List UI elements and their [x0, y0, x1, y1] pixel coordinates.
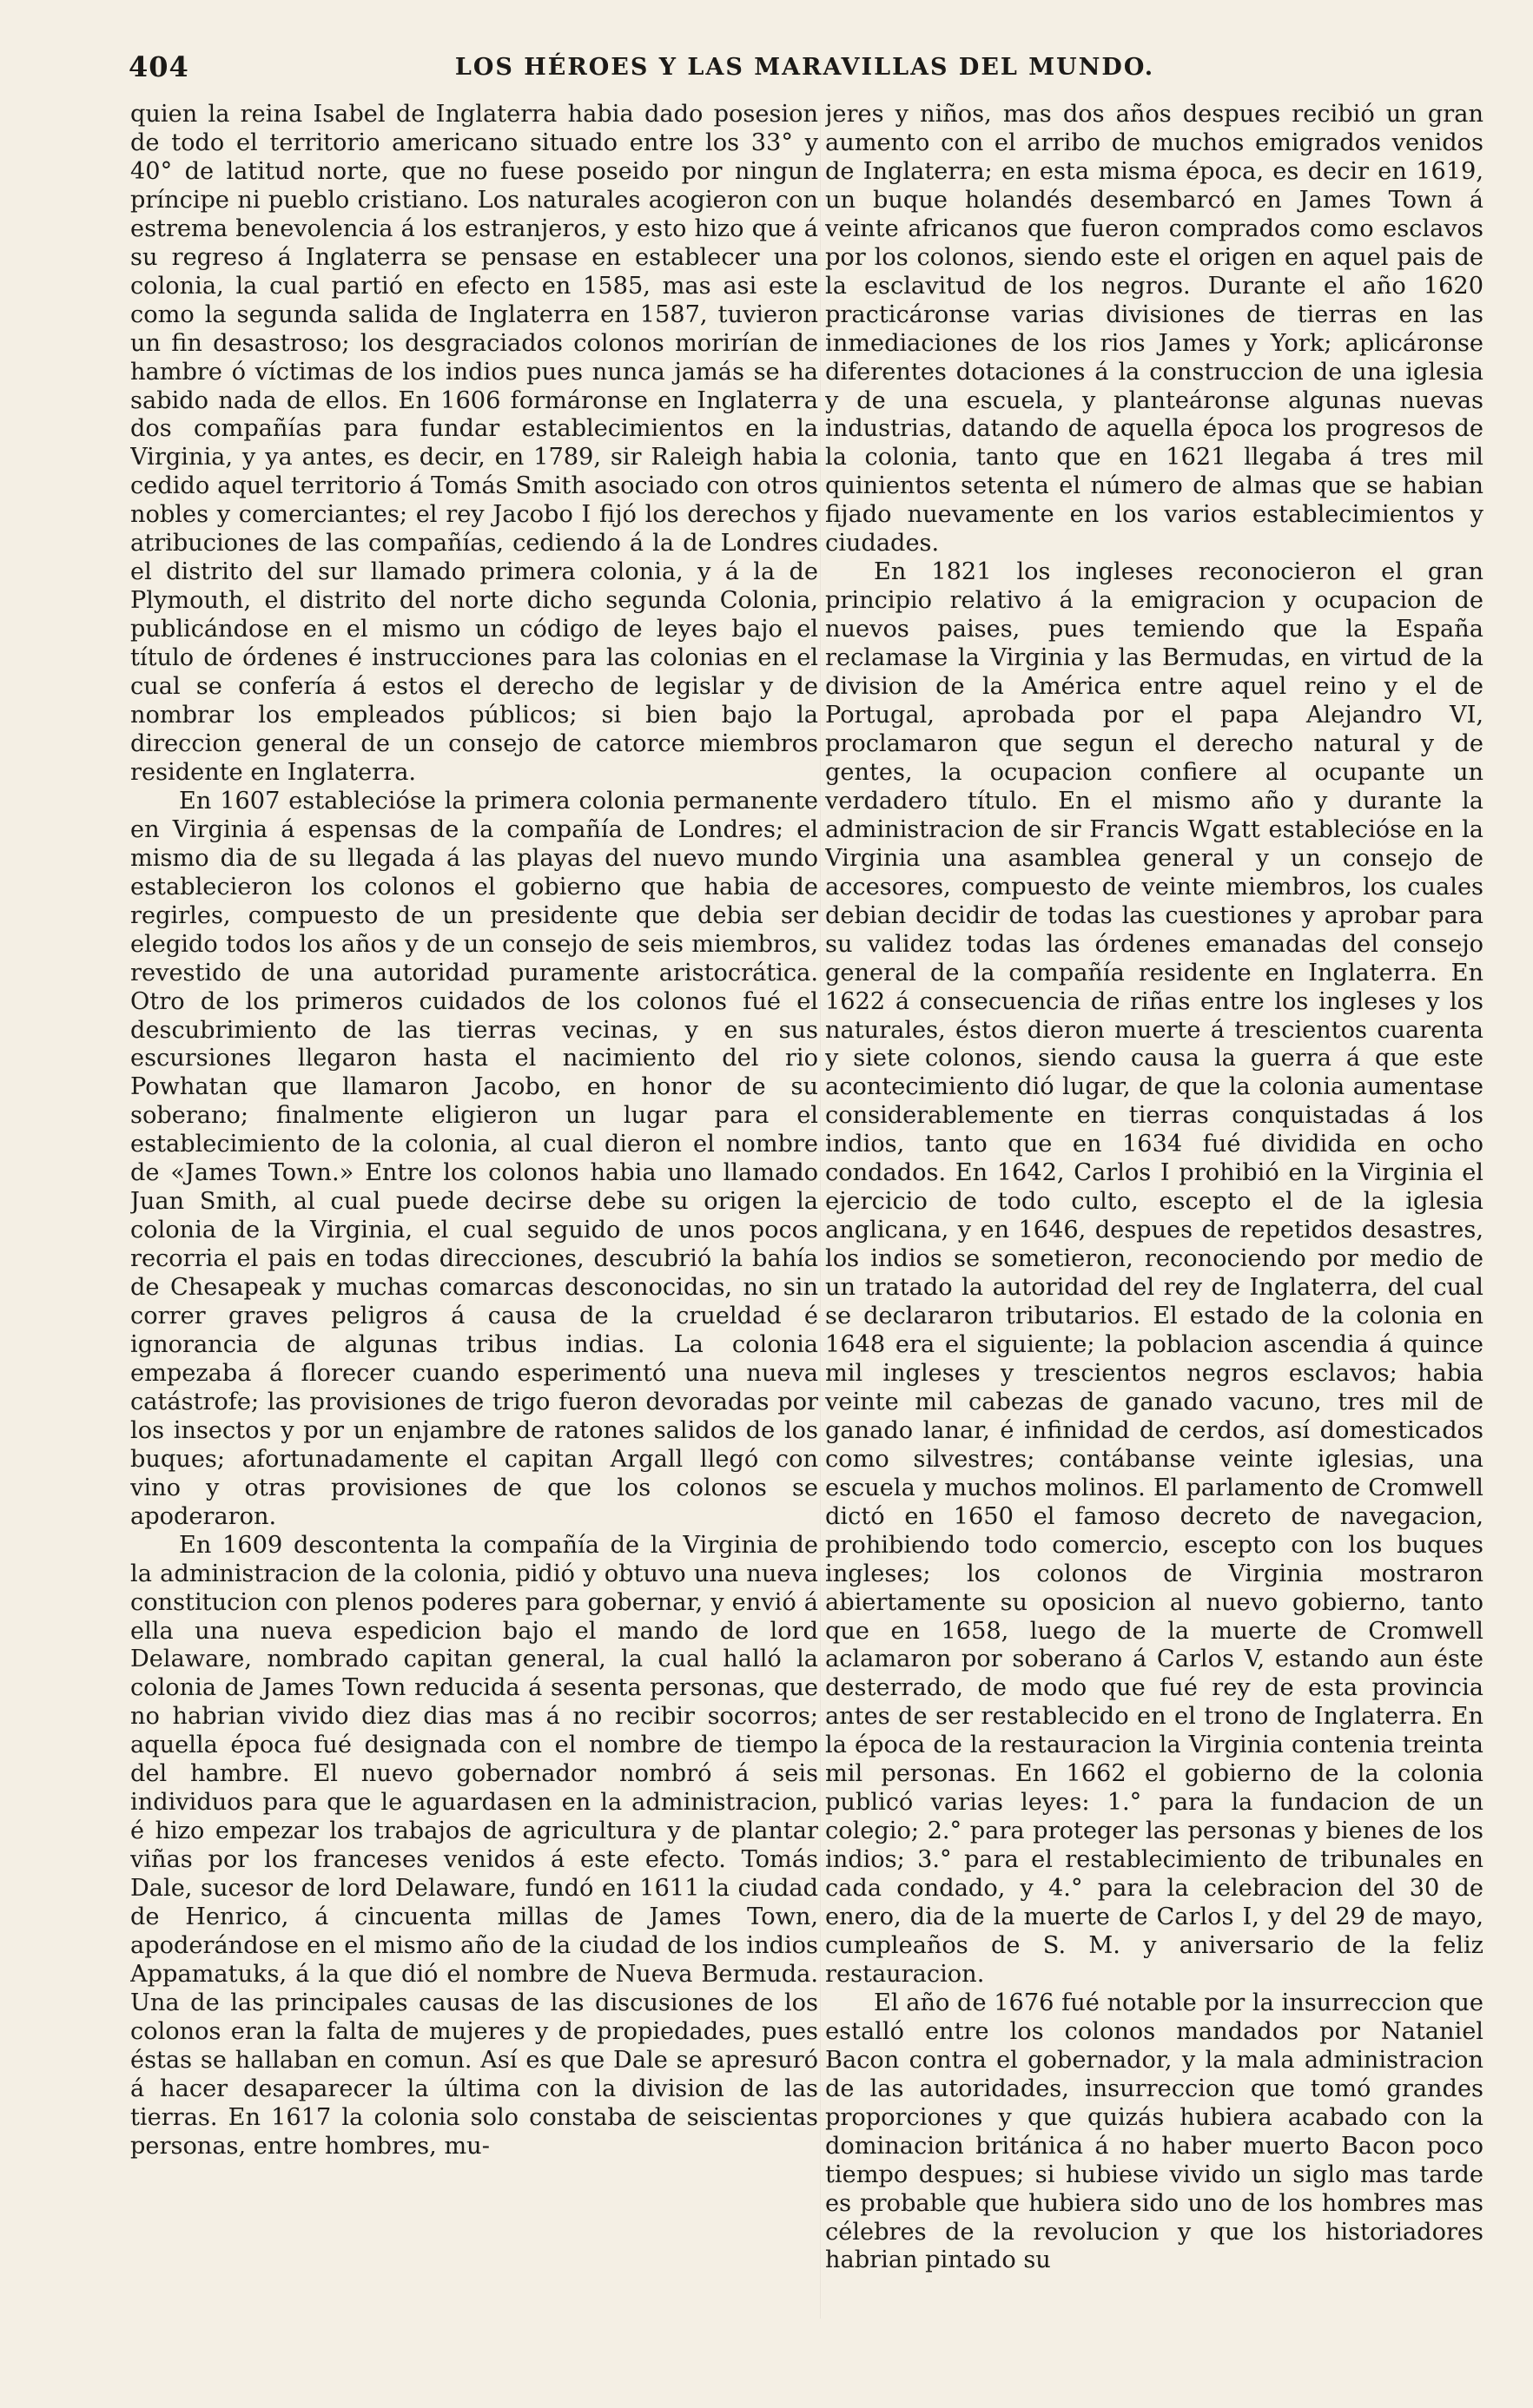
page-number: 404: [129, 50, 189, 83]
right-column: [825, 101, 1483, 2359]
paragraph: quien la reina Isabel de Inglaterra habia dado posesion de todo el territorio americano situado entre los 33° y 40° de latitud norte, que no fuese poseido por ningun príncipe ni pueblo cristiano. Los naturales acogieron con estrema benevolencia á los estranjeros, y esto hizo que á su regreso á Inglaterra se pensase en establecer una colonia, la cual partió en efecto en 1585, mas asi este como la segunda salida de Inglaterra en 1587, tuvieron un fin desastroso; los desgraciados colonos morirían de hambre ó víctimas de los indios pues nunca jamás se ha sabido nada de ellos. En 1606 formáronse en Inglaterra dos compañías para fundar establecimientos en la Virginia, y ya antes, es decir, en 1789, sir Raleigh habia cedido aquel territorio á Tomás Smith asociado con otros nobles y comerciantes; el rey Jacobo I fijó los derechos y atribuciones de las compañías, cediendo á la de Londres el distrito del sur llamado primera colonia, y á la de Plymouth, el distrito del norte dicho segunda Colonia, publicándose en el mismo un código de leyes bajo el título de órdenes é instrucciones para las colonias en el cual se confería á estos el derecho de legislar y de nombrar los empleados públicos; si bien bajo la direccion general de un consejo de catorce miembros residente en Inglaterra.: [130, 101, 818, 786]
paragraph: El año de 1676 fué notable por la insurreccion que estalló entre los colonos mandados por Nataniel Bacon contra el gobernador, y la mala administracion de las autoridades, insurreccion que tomó grandes proporciones y que quizás hubiera acabado con la dominacion británica á no haber muerto Bacon poco tiempo despues; si hubiese vivido un siglo mas tarde es probable que hubiera sido uno de los hombres mas célebres de la revolucion y que los historiadores habrian pintado su: [825, 1989, 1483, 2274]
paragraph: jeres y niños, mas dos años despues recibió un gran aumento con el arribo de muchos emigrados venidos de Inglaterra; en esta misma época, es decir en 1619, un buque holandés desembarcó en James Town á veinte africanos que fueron comprados como esclavos por los colonos, siendo este el origen en aquel pais de la esclavitud de los negros. Durante el año 1620 practicáronse varias divisiones de tierras en las inmediaciones de los rios James y York; aplicáronse diferentes dotaciones á la construccion de una iglesia y de una escuela, y planteáronse algunas nuevas industrias, datando de aquella época los progresos de la colonia, tanto que en 1621 llegaba á tres mil quinientos setenta el número de almas que se habian fijado nuevamente en los varios establecimientos y ciudades.: [825, 101, 1483, 557]
left-column: [130, 101, 818, 2359]
running-title: LOS HÉROES Y LAS MARAVILLAS DEL MUNDO.: [454, 54, 1155, 81]
paragraph: En 1821 los ingleses reconocieron el gran principio relativo á la emigracion y ocupacion de nuevos paises, pues temiendo que la España reclamase la Virginia y las Bermudas, en virtud de la division de la América entre aquel reino y el de Portugal, aprobada por el papa Alejandro VI, proclamaron que segun el derecho natural y de gentes, la ocupacion confiere al ocupante un verdadero título. En el mismo año y durante la administracion de sir Francis Wgatt establecióse en la Virginia una asamblea general y un consejo de accesores, compuesto de veinte miembros, los cuales debian decidir de todas las cuestiones y aprobar para su validez todas las órdenes emanadas del consejo general de la compañía residente en Inglaterra. En 1622 á consecuencia de riñas entre los ingleses y los naturales, éstos dieron muerte á trescientos cuarenta y siete colonos, siendo causa la guerra á que este acontecimiento dió lugar, de que la colonia aumentase considerablemente en tierras conquistadas á los indios, tanto que en 1634 fué dividida en ocho condados. En 1642, Carlos I prohibió en la Virginia el ejercicio de todo culto, escepto el de la iglesia anglicana, y en 1646, despues de repetidos desastres, los indios se sometieron, reconociendo por medio de un tratado la autoridad del rey de Inglaterra, del cual se declararon tributarios. El estado de la colonia en 1648 era el siguiente; la poblacion ascendia á quince mil ingleses y trescientos negros esclavos; habia veinte mil cabezas de ganado vacuno, tres mil de ganado lanar, é infinidad de cerdos, así domesticados como silvestres; contábanse veinte iglesias, una escuela y muchos molinos. El parlamento de Cromwell dictó en 1650 el famoso decreto de navegacion, prohibiendo todo comercio, escepto con los buques ingleses; los colonos de Virginia mostraron abiertamente su oposicion al nuevo gobierno, tanto que en 1658, luego de la muerte de Cromwell aclamaron por soberano á Carlos V, estando aun éste desterrado, de modo que fué rey de esta provincia antes de ser restablecido en el trono de Inglaterra. En la época de la restauracion la Virginia contenia treinta mil personas. En 1662 el gobierno de la colonia publicó varias leyes: 1.° para la fundacion de un colegio; 2.° para proteger las personas y bienes de los indios; 3.° para el restablecimiento de tribunales en cada condado, y 4.° para la celebracion del 30 de enero, dia de la muerte de Carlos I, y del 29 de mayo, cumpleaños de S. M. y aniversario de la feliz restauracion.: [825, 558, 1483, 1988]
paragraph: En 1607 establecióse la primera colonia permanente en Virginia á espensas de la compañía de Londres; el mismo dia de su llegada á las playas del nuevo mundo establecieron los colonos el gobierno que habia de regirles, compuesto de un presidente que debia ser elegido todos los años y de un consejo de seis miembros, revestido de una autoridad puramente aristocrática. Otro de los primeros cuidados de los colonos fué el descubrimiento de las tierras vecinas, y en sus escursiones llegaron hasta el nacimiento del rio Powhatan que llamaron Jacobo, en honor de su soberano; finalmente eligieron un lugar para el establecimiento de la colonia, al cual dieron el nombre de «James Town.» Entre los colonos habia uno llamado Juan Smith, al cual puede decirse debe su origen la colonia de la Virginia, el cual seguido de unos pocos recorria el pais en todas direcciones, descubrió la bahía de Chesapeak y muchas comarcas desconocidas, no sin correr graves peligros á causa de la crueldad é ignorancia de algunas tribus indias. La colonia empezaba á florecer cuando esperimentó una nueva catástrofe; las provisiones de trigo fueron devoradas por los insectos y por un enjambre de ratones salidos de los buques; afortunadamente el capitan Argall llegó con vino y otras provisiones de que los colonos se apoderaron.: [130, 787, 818, 1530]
paragraph: En 1609 descontenta la compañía de la Virginia de la administracion de la colonia, pidió y obtuvo una nueva constitucion con plenos poderes para gobernar, y envió á ella una nueva espedicion bajo el mando de lord Delaware, nombrado capitan general, la cual halló la colonia de James Town reducida á sesenta personas, que no habrian vivido diez dias mas á no recibir socorros; aquella época fué designada con el nombre de tiempo del hambre. El nuevo gobernador nombró á seis individuos para que le aguardasen en la administracion, é hizo empezar los trabajos de agricultura y de plantar viñas por los franceses venidos á este efecto. Tomás Dale, sucesor de lord Delaware, fundó en 1611 la ciudad de Henrico, á cincuenta millas de James Town, apoderándose en el mismo año de la ciudad de los indios Appamatuks, á la que dió el nombre de Nueva Bermuda. Una de las principales causas de las discusiones de los colonos eran la falta de mujeres y de propiedades, pues éstas se hallaban en comun. Así es que Dale se apresuró á hacer desaparecer la última con la division de las tierras. En 1617 la colonia solo constaba de seiscientas personas, entre hombres, mu-: [130, 1531, 818, 2160]
column-gutter: [820, 113, 821, 2319]
running-head: [129, 50, 1481, 89]
